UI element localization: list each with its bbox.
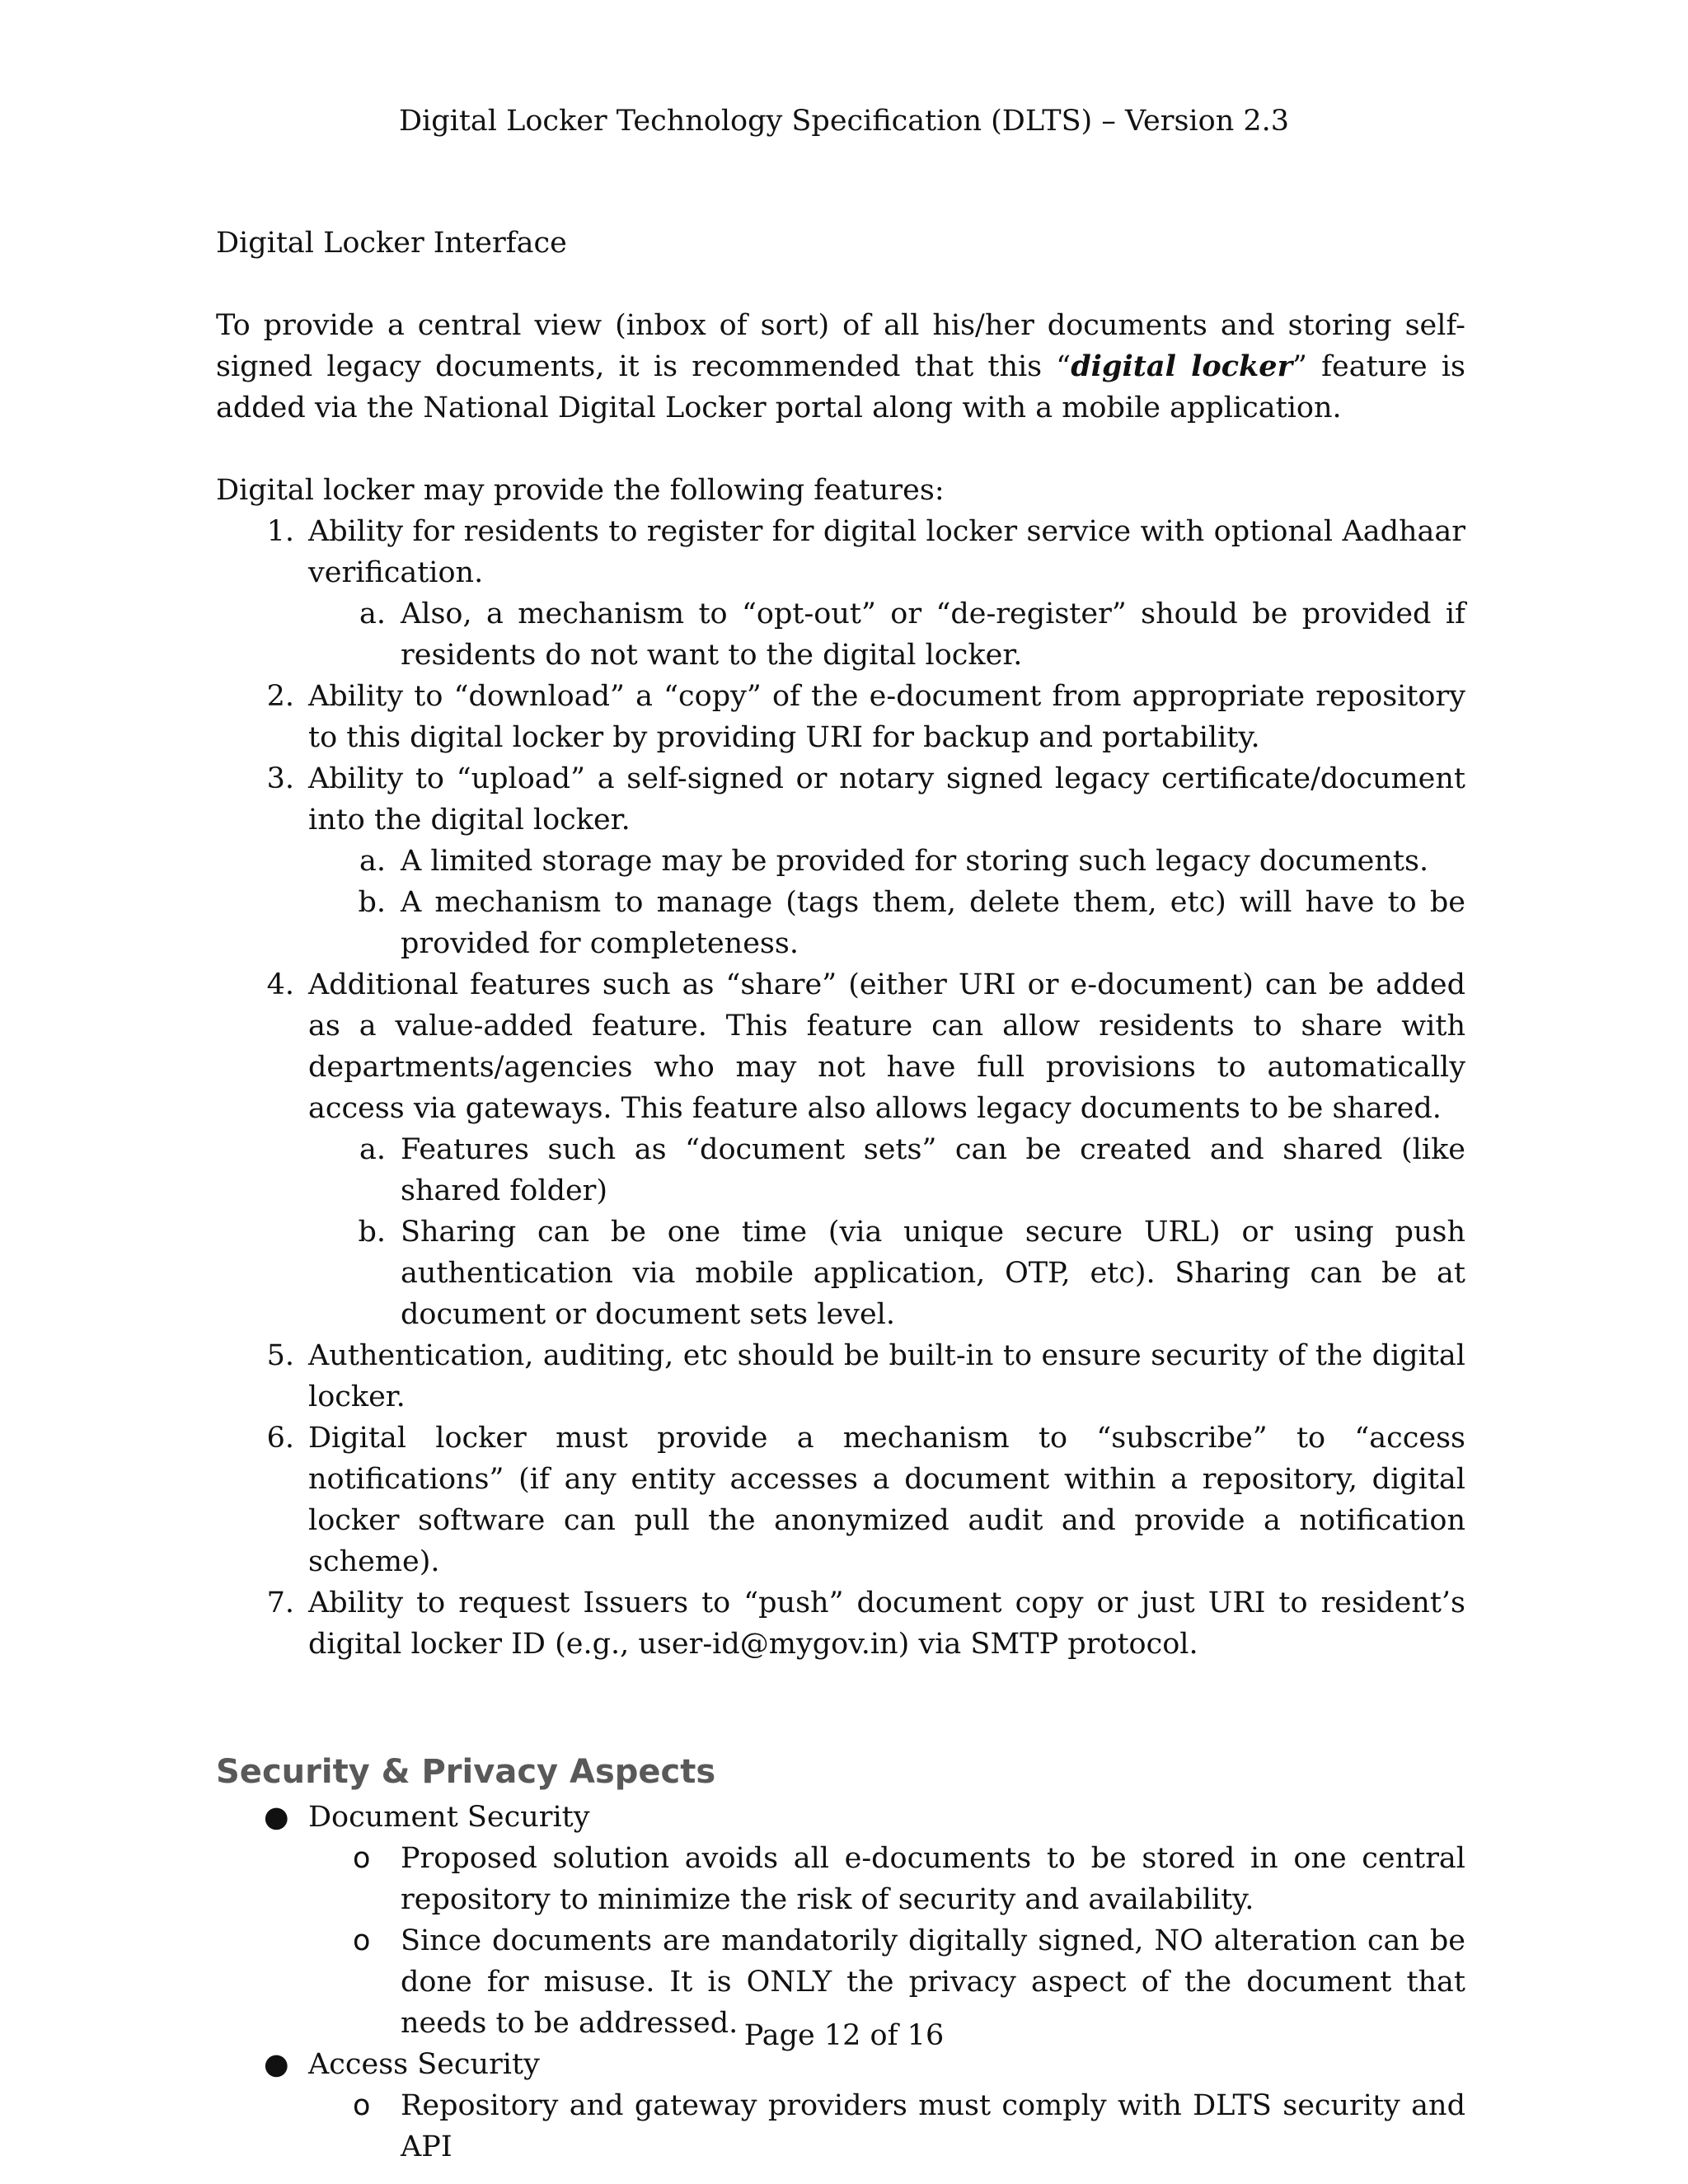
list-text: Ability for residents to register for digital locker service with optional Aadhaar verification.	[308, 515, 1465, 589]
bullet-text: Access Security	[308, 2048, 540, 2081]
security-list	[216, 1797, 1465, 2168]
list-item	[216, 1335, 1465, 1418]
sub-list-letter: a.	[359, 845, 386, 878]
sub-list-text: Sharing can be one time (via unique secure URL) or using push authentication via mobile application, OTP, etc). Sharing can be at document or document sets level.	[401, 1216, 1465, 1331]
circle-bullet-icon: o	[353, 1924, 371, 1957]
bullet-text: Document Security	[308, 1801, 590, 1834]
bullet-icon: ●	[264, 1801, 289, 1834]
sub-list-letter: b.	[358, 886, 386, 919]
sub-bullet-text: Since documents are mandatorily digitally signed, NO alteration can be done for misuse. It is ONLY the privacy aspect of the document that needs to be addressed.	[401, 1924, 1465, 2040]
sub-bullet-item	[216, 2085, 1465, 2168]
sub-list-item	[216, 882, 1465, 964]
sub-list-letter: a.	[359, 598, 386, 630]
list-number: 7.	[266, 1586, 294, 1619]
page-header: Digital Locker Technology Specification (DLTS) – Version 2.3	[398, 105, 1290, 138]
list-text: Authentication, auditing, etc should be built-in to ensure security of the digital locker.	[308, 1339, 1465, 1413]
section-title: Digital Locker Interface	[216, 227, 567, 260]
list-item	[216, 758, 1465, 841]
list-number: 2.	[266, 680, 294, 713]
list-text: Ability to request Issuers to “push” document copy or just URI to resident’s digital locker ID (e.g., user-id@mygov.in) via SMTP protocol.	[308, 1586, 1465, 1661]
sub-list-item	[216, 593, 1465, 676]
list-text: Ability to “download” a “copy” of the e-document from appropriate repository to this digital locker by providing URI for backup and portability.	[308, 680, 1465, 754]
features-intro: Digital locker may provide the following features:	[216, 474, 945, 507]
sub-bullet-item	[216, 1838, 1465, 1920]
sub-bullet-text: Proposed solution avoids all e-documents to be stored in one central repository to minimize the risk of security and availability.	[401, 1842, 1465, 1916]
list-text: Ability to “upload” a self-signed or notary signed legacy certificate/document into the digital locker.	[308, 762, 1465, 837]
sub-list-item	[216, 1129, 1465, 1212]
list-item	[216, 1582, 1465, 1665]
list-number: 3.	[266, 762, 294, 795]
list-item	[216, 1418, 1465, 1582]
circle-bullet-icon: o	[353, 2089, 371, 2122]
list-item	[216, 511, 1465, 593]
list-number: 4.	[266, 968, 294, 1001]
list-item	[216, 964, 1465, 1129]
bullet-icon: ●	[264, 2048, 289, 2081]
sub-bullet-text: Repository and gateway providers must comply with DLTS security and API	[401, 2089, 1465, 2163]
security-heading: Security & Privacy Aspects	[216, 1753, 716, 1791]
sub-list-text: A mechanism to manage (tags them, delete them, etc) will have to be provided for completeness.	[401, 886, 1465, 960]
features-list	[216, 511, 1465, 1665]
sub-list-item	[216, 841, 1465, 882]
page-content	[216, 223, 1465, 2168]
sub-list-item	[216, 1212, 1465, 1335]
list-text: Digital locker must provide a mechanism to “subscribe” to “access notifications” (if any entity accesses a document within a repository, digital locker software can pull the anonymized audit and provide a notification scheme).	[308, 1422, 1465, 1578]
list-item	[216, 676, 1465, 758]
sub-list-letter: b.	[358, 1216, 386, 1249]
emphasis-digital-locker: digital locker	[1071, 349, 1293, 383]
list-text: Additional features such as “share” (either URI or e-document) can be added as a value-added feature. This feature can allow residents to share with departments/agencies who may not have full provisions to automatically access via gateways. This feature also allows legacy documents to be shared.	[308, 968, 1465, 1125]
page-footer: Page 12 of 16	[743, 2019, 945, 2052]
sub-list-text: A limited storage may be provided for storing such legacy documents.	[401, 845, 1429, 878]
sub-list-letter: a.	[359, 1133, 386, 1166]
list-number: 6.	[266, 1422, 294, 1455]
sub-list-text: Also, a mechanism to “opt-out” or “de-register” should be provided if residents do not want to the digital locker.	[401, 598, 1465, 672]
list-number: 1.	[266, 515, 294, 548]
circle-bullet-icon: o	[353, 1842, 371, 1875]
intro-paragraph: To provide a central view (inbox of sort) of all his/her documents and storing self-signed legacy documents, it is recommended that this “digital locker” feature is added via the National Digital Locker portal along with a mobile application.	[216, 309, 1465, 424]
bullet-item	[216, 1797, 1465, 1838]
sub-list-text: Features such as “document sets” can be created and shared (like shared folder)	[401, 1133, 1465, 1207]
list-number: 5.	[266, 1339, 294, 1372]
